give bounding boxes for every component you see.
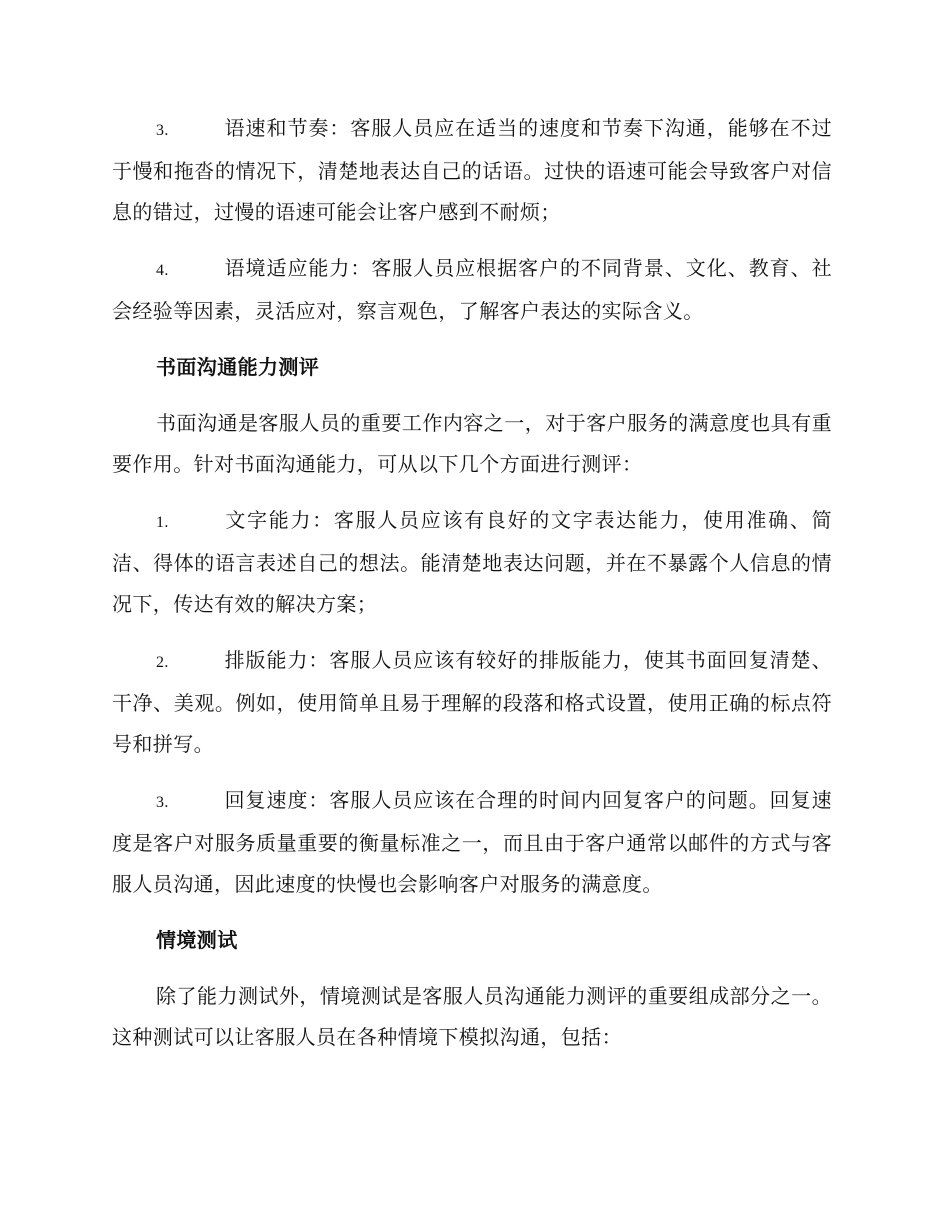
- list-item: [112, 780, 832, 905]
- paragraph-scenario-intro: 除了能力测试外，情境测试是客服人员沟通能力测评的重要组成部分之一。这种测试可以让客服人员在各种情境下模拟沟通，包括：: [112, 984, 832, 1049]
- list-item-text: 语速和节奏：客服人员应在适当的速度和节奏下沟通，能够在不过于慢和拖沓的情况下，清楚地表达自己的话语。过快的语速可能会导致客户对信息的错过，过慢的语速可能会让客户感到不耐烦；: [112, 116, 832, 224]
- list-item: [112, 640, 832, 765]
- list-number: 1.: [156, 514, 169, 531]
- list-item-text: 回复速度：客服人员应该在合理的时间内回复客户的问题。回复速度是客户对服务质量重要的衡量标准之一，而且由于客户通常以邮件的方式与客服人员沟通，因此速度的快慢也会影响客户对服务的满意度。: [112, 788, 832, 896]
- list-number: 3.: [156, 122, 169, 139]
- section-heading-written-communication: 书面沟通能力测评: [156, 355, 320, 379]
- list-item-text: 排版能力：客服人员应该有较好的排版能力，使其书面回复清楚、干净、美观。例如，使用简单且易于理解的段落和格式设置，使用正确的标点符号和拼写。: [112, 648, 832, 756]
- paragraph-written-intro: 书面沟通是客服人员的重要工作内容之一，对于客户服务的满意度也具有重要作用。针对书面沟通能力，可从以下几个方面进行测评：: [112, 411, 832, 476]
- list-item: [112, 500, 832, 625]
- list-item: [112, 108, 832, 233]
- list-number: 4.: [156, 262, 169, 279]
- list-number: 3.: [156, 794, 169, 811]
- list-item-text: 语境适应能力：客服人员应根据客户的不同背景、文化、教育、社会经验等因素，灵活应对，察言观色，了解客户表达的实际含义。: [112, 256, 832, 323]
- document-body: [112, 108, 832, 1073]
- list-item: [112, 248, 832, 332]
- list-item-text: 文字能力：客服人员应该有良好的文字表达能力，使用准确、简洁、得体的语言表述自己的想法。能清楚地表达问题，并在不暴露个人信息的情况下，传达有效的解决方案；: [112, 508, 832, 616]
- section-heading-scenario-test: 情境测试: [156, 928, 238, 952]
- list-number: 2.: [156, 654, 169, 671]
